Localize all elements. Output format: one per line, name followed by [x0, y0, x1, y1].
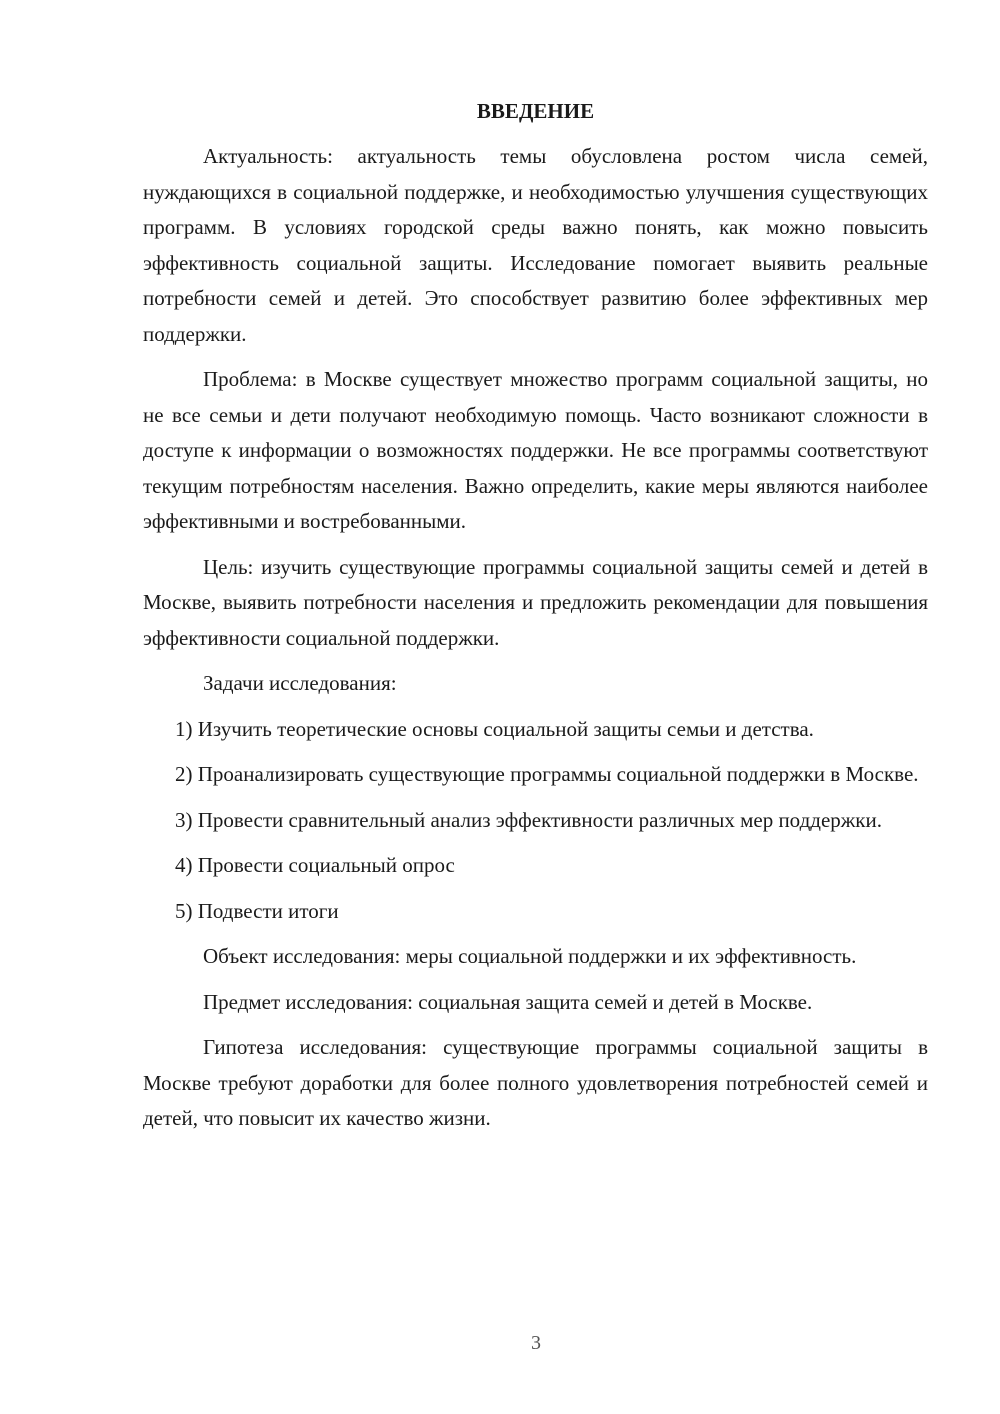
task-item: 2) Проанализировать существующие программы социальной поддержки в Москве. — [175, 762, 919, 786]
document-page — [143, 94, 928, 1147]
task-item: 4) Провести социальный опрос — [175, 853, 455, 877]
subject-paragraph: Предмет исследования: социальная защита семей и детей в Москве. — [203, 989, 813, 1014]
task-item: 3) Провести сравнительный анализ эффективности различных мер поддержки. — [175, 807, 882, 832]
task-item: 5) Подвести итоги — [175, 898, 339, 923]
object-paragraph: Объект исследования: меры социальной поддержки и их эффективность. — [203, 944, 857, 968]
hypothesis-paragraph: Гипотеза исследования: существующие программы социальной защиты в Москве требуют доработки для более полного удовлетворения потребностей семей и детей, что повысит их качество жизни. — [143, 1035, 928, 1130]
relevance-paragraph: Актуальность: актуальность темы обусловлена ростом числа семей, нуждающихся в социальной поддержке, и необходимостью улучшения существующих программ. В условиях городской среды важно понять, как можно повысить эффективность социальной защиты. Исследование помогает выявить реальные потребности семей и детей. Это способствует развитию более эффективных мер поддержки. — [143, 144, 928, 346]
problem-paragraph: Проблема: в Москве существует множество программ социальной защиты, но не все семьи и дети получают необходимую помощь. Часто возникают сложности в доступе к информации о возможностях поддержки. Не все программы соответствуют текущим потребностям населения. Важно определить, какие меры являются наиболее эффективными и востребованными. — [143, 367, 928, 533]
page-number: 3 — [531, 1332, 541, 1354]
task-item: 1) Изучить теоретические основы социальной защиты семьи и детства. — [175, 716, 814, 741]
goal-paragraph: Цель: изучить существующие программы социальной защиты семей и детей в Москве, выявить потребности населения и предложить рекомендации для повышения эффективности социальной поддержки. — [143, 554, 928, 650]
document-title: ВВЕДЕНИЕ — [476, 99, 595, 123]
tasks-heading: Задачи исследования: — [203, 671, 397, 695]
